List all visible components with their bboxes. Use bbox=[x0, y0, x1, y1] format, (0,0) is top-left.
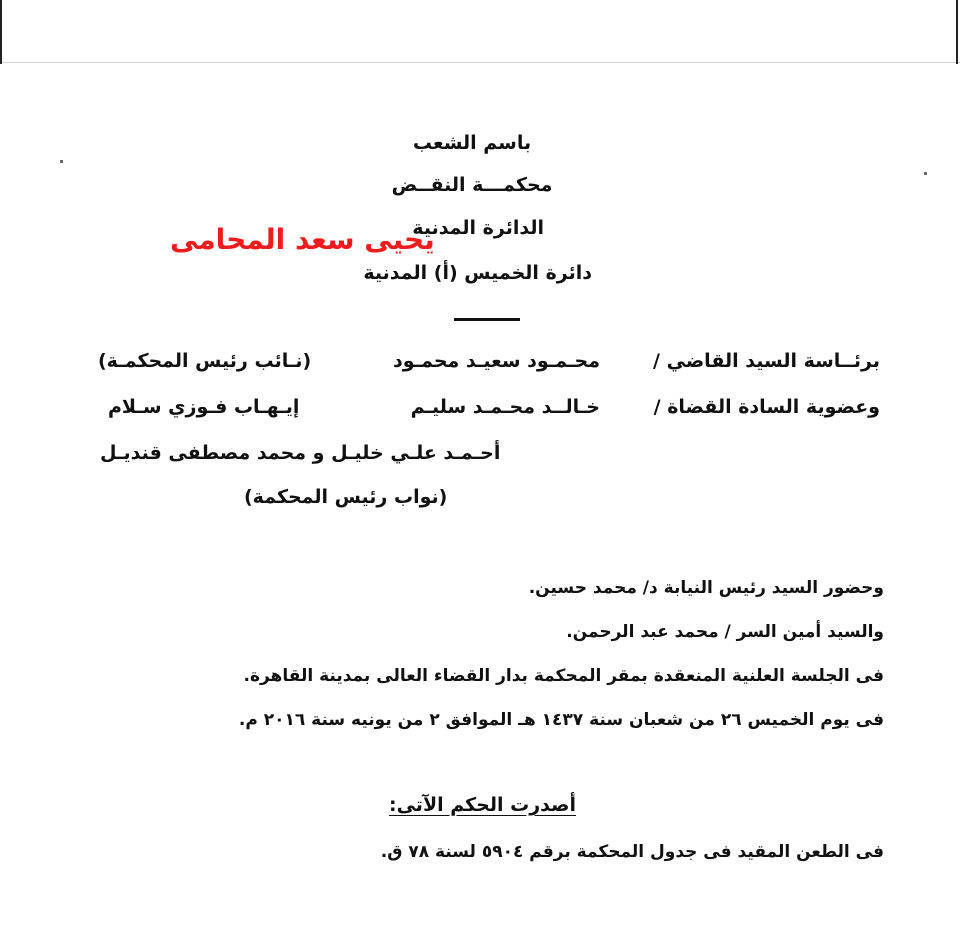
header-circuit-day: دائرة الخميس (أ) المدنية bbox=[363, 262, 592, 284]
presiding-judge-title: (نـائب رئيس المحكمـة) bbox=[98, 350, 312, 372]
page-border-top bbox=[0, 62, 960, 63]
header-circuit: الدائرة المدنية bbox=[412, 217, 544, 239]
case-reference: فى الطعن المقيد فى جدول المحكمة برقم ٥٩٠٤ لسنة ٧٨ ق. bbox=[380, 842, 884, 862]
session-prosecution: وحضور السيد رئيس النيابة د/ محمد حسين. bbox=[528, 578, 884, 598]
page-border-right bbox=[956, 0, 958, 64]
session-location: فى الجلسة العلنية المنعقدة بمقر المحكمة بدار القضاء العالى بمدينة القاهرة. bbox=[243, 666, 884, 686]
member-judge-2: إيـهـاب فـوزي سـلام bbox=[108, 396, 300, 418]
header-court-name: محكمـــة النقــض bbox=[391, 174, 553, 196]
decision-heading: أصدرت الحكم الآتى: bbox=[388, 794, 576, 816]
presiding-judge-name: محـمـود سعيـد محمـود bbox=[392, 350, 600, 372]
members-label: وعضوية السادة القضاة / bbox=[653, 396, 880, 418]
watermark-lawyer-name: يحيى سعد المحامى bbox=[170, 223, 435, 256]
scan-speck bbox=[924, 172, 927, 175]
member-judges-line-2: أحـمـد علـي خليـل و محمد مصطفى قنديـل bbox=[100, 442, 501, 464]
session-date: فى يوم الخميس ٢٦ من شعبان سنة ١٤٣٧ هـ الموافق ٢ من يونيه سنة ٢٠١٦ م. bbox=[238, 710, 884, 730]
header-in-name-of-people: باسم الشعب bbox=[412, 132, 532, 154]
session-secretary: والسيد أمين السر / محمد عبد الرحمن. bbox=[566, 622, 884, 642]
header-divider bbox=[454, 318, 520, 321]
member-judge-1: خـالــد محـمـد سليـم bbox=[410, 396, 600, 418]
member-judges-title: (نواب رئيس المحكمة) bbox=[244, 486, 448, 508]
page-border-left bbox=[0, 0, 2, 64]
scan-speck bbox=[60, 160, 63, 163]
presiding-label: برئــاسة السيد القاضي / bbox=[653, 350, 880, 372]
